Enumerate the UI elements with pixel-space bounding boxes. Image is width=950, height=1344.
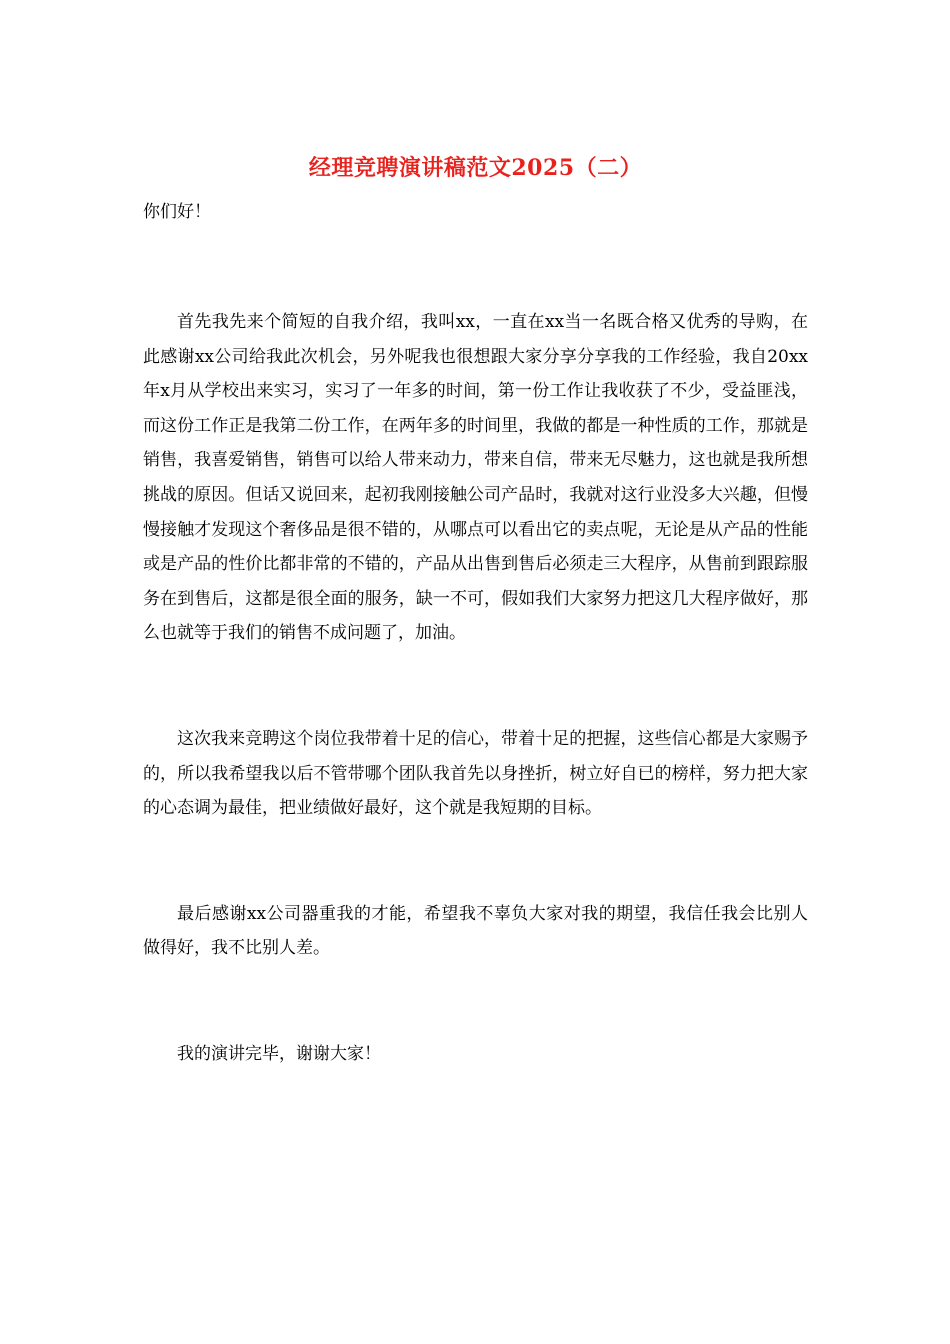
paragraph-confidence: 这次我来竞聘这个岗位我带着十足的信心，带着十足的把握，这些信心都是大家赐予的，所以我希望我以后不管带哪个团队我首先以身挫折，树立好自已的榜样，努力把大家的心态调为最佳，把业绩做好最好，这个就是我短期的目标。 [143,728,808,819]
paragraph-thanks: 最后感谢xx公司器重我的才能，希望我不辜负大家对我的期望，我信任我会比别人做得好，我不比别人差。 [143,903,808,959]
greeting-line: 你们好！ [143,202,211,222]
paragraph-closing: 我的演讲完毕，谢谢大家！ [177,1043,381,1064]
paragraph-introduction: 首先我先来个简短的自我介绍，我叫xx，一直在xx当一名既合格又优秀的导购，在此感谢xx公司给我此次机会，另外呢我也很想跟大家分享分享我的工作经验，我自20xx年x月从学校出来实习，实习了一年多的时间，第一份工作让我收获了不少，受益匪浅，而这份工作正是我第二份工作，在两年多的时间里，我做的都是一种性质的工作，那就是销售，我喜爱销售，销售可以给人带来动力，带来自信，带来无尽魅力，这也就是我所想挑战的原因。但话又说回来，起初我刚接触公司产品时，我就对这行业没多大兴趣，但慢慢接触才发现这个奢侈品是很不错的，从哪点可以看出它的卖点呢，无论是从产品的性能或是产品的性价比都非常的不错的，产品从出售到售后必须走三大程序，从售前到跟踪服务在到售后，这都是很全面的服务，缺一不可，假如我们大家努力把这几大程序做好，那么也就等于我们的销售不成问题了，加油。 [143,312,808,644]
document-page [143,150,808,1072]
document-title: 经理竞聘演讲稿范文2025（二） [308,155,643,181]
